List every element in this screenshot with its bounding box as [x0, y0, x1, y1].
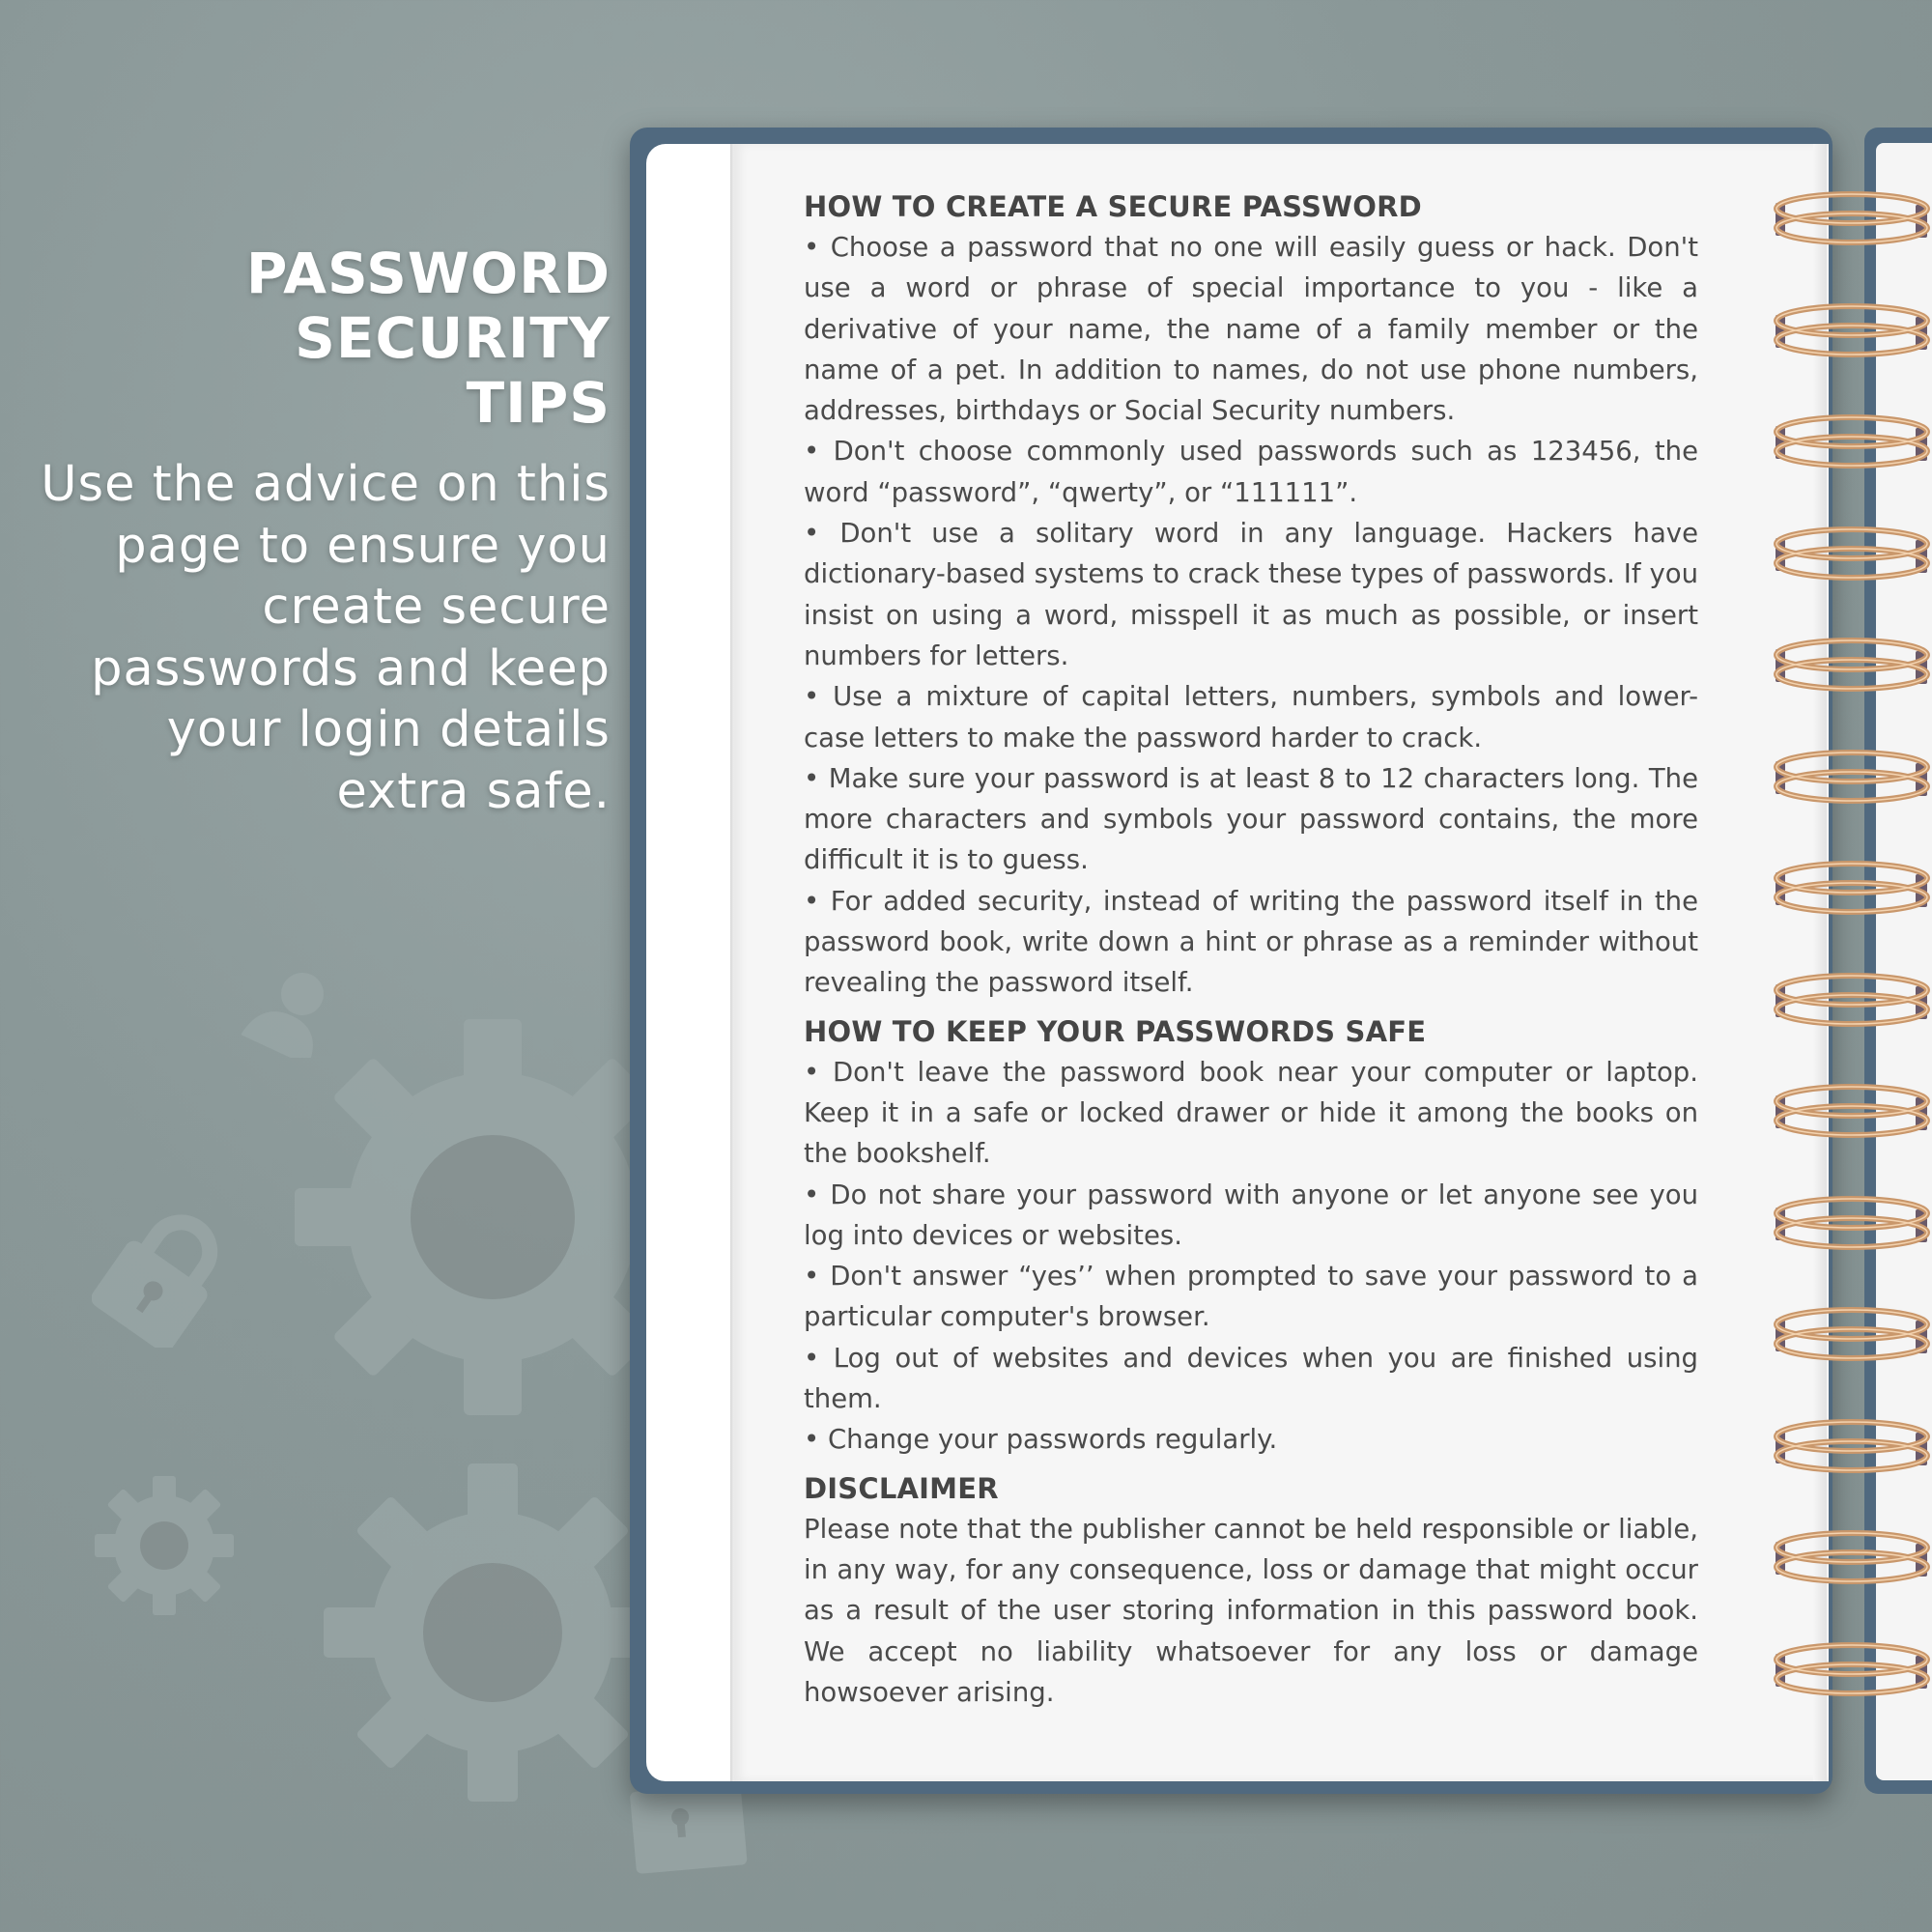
tip-paragraph: • Use a mixture of capital letters, numbers, symbols and lower-case letters to make the password harder to crack. [804, 681, 1698, 753]
tip-paragraph: • Do not share your password with anyone or let anyone see you log into devices or websites. [804, 1179, 1698, 1251]
binding-ring [1773, 1522, 1932, 1600]
binding-ring [1773, 742, 1932, 819]
disclaimer-paragraph: Please note that the publisher cannot be held responsible or liable, in any way, for any consequence, loss or damage that might occur as a result of the user storing information in this password book. We accept no liability whatsoever for any loss or damage howsoever arising. [804, 1513, 1698, 1708]
tip-paragraph: • For added security, instead of writing the password itself in the password book, write down a hint or phrase as a reminder without revealing the password itself. [804, 885, 1698, 999]
tip-paragraph: • Change your passwords regularly. [804, 1424, 1278, 1456]
binding-ring [1773, 1299, 1932, 1377]
padlock-icon [92, 1203, 237, 1348]
tip-paragraph: • Don't choose commonly used passwords such as 123456, the word “password”, “qwerty”, or “111111”. [804, 436, 1698, 508]
subtitle: Use the advice on this page to ensure you create secure passwords and keep your login details extra safe. [41, 456, 611, 820]
binding-ring [1773, 1634, 1932, 1712]
gear-icon [319, 1459, 667, 1806]
tip-paragraph: • Make sure your password is at least 8 to 12 characters long. The more characters and symbols your password contains, the more difficult it is to guess. [804, 762, 1698, 876]
section-title: DISCLAIMER [804, 1471, 999, 1505]
binding-ring [1773, 296, 1932, 373]
binding-ring [1773, 630, 1932, 707]
heading-line: PASSWORD [245, 241, 611, 306]
tip-paragraph: • Don't use a solitary word in any language. Hackers have dictionary-based systems to crack these types of passwords. If you insist on using a word, misspell it as much as possible, or insert numbers for letters. [804, 518, 1698, 671]
heading-line: TIPS [466, 370, 611, 436]
binding-ring [1773, 1076, 1932, 1153]
page-content [804, 186, 1698, 1713]
binding-ring [1773, 1411, 1932, 1489]
gear-icon [92, 1473, 237, 1618]
binding-ring [1773, 184, 1932, 261]
section-title: HOW TO CREATE A SECURE PASSWORD [804, 190, 1422, 223]
section-title: HOW TO KEEP YOUR PASSWORDS SAFE [804, 1014, 1427, 1048]
binding-ring [1773, 965, 1932, 1042]
binding-ring [1773, 853, 1932, 930]
tip-paragraph: • Log out of websites and devices when you are finished using them. [804, 1342, 1698, 1415]
tip-paragraph: • Choose a password that no one will easily guess or hack. Don't use a word or phrase of special importance to you - like a derivative of your name, the name of a family member or the name of a pet. In addition to names, do not use phone numbers, addresses, birthdays or Social Security numbers. [804, 232, 1698, 427]
heading-line: SECURITY [295, 305, 611, 371]
binding-ring [1773, 407, 1932, 484]
tip-paragraph: • Don't answer “yes’’ when prompted to save your password to a particular computer's browser. [804, 1261, 1698, 1333]
spiral-binding-icon [1773, 184, 1932, 1729]
tip-paragraph: • Don't leave the password book near your computer or laptop. Keep it in a safe or locked drawer or hide it among the books on the bookshelf. [804, 1056, 1698, 1170]
page-heading [39, 242, 611, 436]
binding-ring [1773, 519, 1932, 596]
binding-ring [1773, 1188, 1932, 1265]
